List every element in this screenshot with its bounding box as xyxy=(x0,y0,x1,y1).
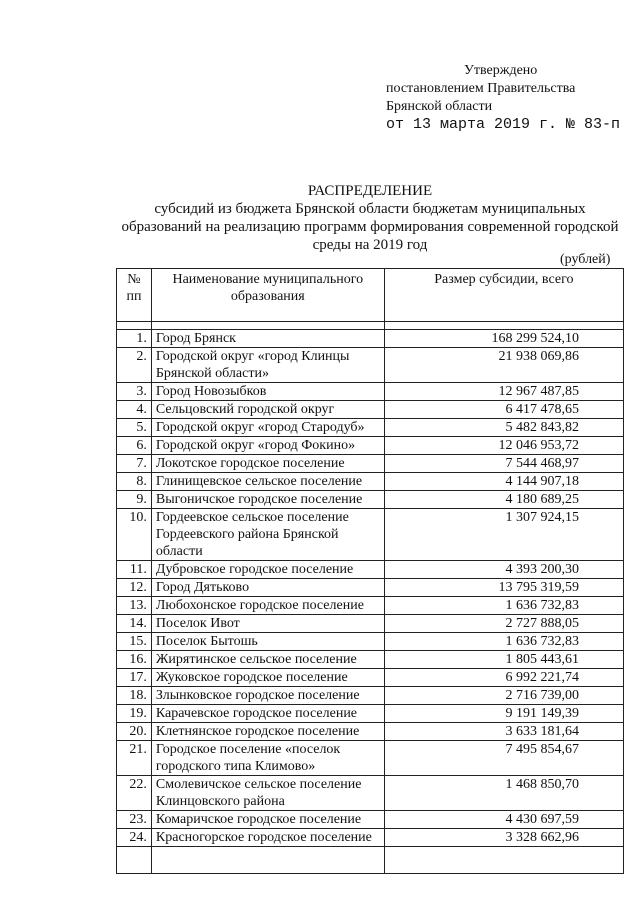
document-heading xyxy=(116,182,624,254)
table-row xyxy=(117,383,624,401)
table-row xyxy=(117,829,624,847)
row-number: 15. xyxy=(117,633,152,651)
row-number: 21. xyxy=(117,741,152,776)
row-subsidy-amount: 4 180 689,25 xyxy=(384,491,623,509)
row-number: 2. xyxy=(117,348,152,383)
row-number: 20. xyxy=(117,723,152,741)
row-number: 10. xyxy=(117,509,152,561)
row-municipality-name: Локотское городское поселение xyxy=(151,455,384,473)
table-row xyxy=(117,348,624,383)
row-municipality-name: Карачевское городское поселение xyxy=(151,705,384,723)
row-subsidy-amount: 4 393 200,30 xyxy=(384,561,623,579)
row-municipality-name: Поселок Ивот xyxy=(151,615,384,633)
row-municipality-name: Городской округ «город Стародуб» xyxy=(151,419,384,437)
row-municipality-name: Клетнянское городское поселение xyxy=(151,723,384,741)
row-number: 6. xyxy=(117,437,152,455)
table-row xyxy=(117,669,624,687)
row-number: 24. xyxy=(117,829,152,847)
table-continuation-row xyxy=(117,847,624,874)
row-subsidy-amount: 12 046 953,72 xyxy=(384,437,623,455)
row-number: 22. xyxy=(117,776,152,811)
table-header-row xyxy=(117,269,624,322)
table-row xyxy=(117,723,624,741)
row-number: 16. xyxy=(117,651,152,669)
table-row xyxy=(117,615,624,633)
table-row xyxy=(117,687,624,705)
approval-line: Брянской области xyxy=(386,99,493,114)
row-subsidy-amount: 9 191 149,39 xyxy=(384,705,623,723)
row-municipality-name: Выгоничское городское поселение xyxy=(151,491,384,509)
row-number: 18. xyxy=(117,687,152,705)
table-row xyxy=(117,633,624,651)
table-row xyxy=(117,651,624,669)
row-subsidy-amount: 6 417 478,65 xyxy=(384,401,623,419)
table-row xyxy=(117,491,624,509)
row-municipality-name: Сельцовский городской округ xyxy=(151,401,384,419)
row-municipality-name: Любохонское городское поселение xyxy=(151,597,384,615)
row-subsidy-amount: 3 328 662,96 xyxy=(384,829,623,847)
row-subsidy-amount: 1 307 924,15 xyxy=(384,509,623,561)
row-number: 9. xyxy=(117,491,152,509)
document-title: РАСПРЕДЕЛЕНИЕ xyxy=(307,183,433,199)
row-subsidy-amount: 1 805 443,61 xyxy=(384,651,623,669)
row-municipality-name: Город Брянск xyxy=(151,330,384,348)
row-number: 23. xyxy=(117,811,152,829)
row-municipality-name: Город Новозыбков xyxy=(151,383,384,401)
row-number: 12. xyxy=(117,579,152,597)
approval-stamp xyxy=(386,62,620,134)
row-number: 4. xyxy=(117,401,152,419)
row-subsidy-amount: 2 727 888,05 xyxy=(384,615,623,633)
table-row xyxy=(117,330,624,348)
row-number: 3. xyxy=(117,383,152,401)
column-header-name: Наименование муниципального образования xyxy=(151,269,384,322)
row-number: 13. xyxy=(117,597,152,615)
row-number: 17. xyxy=(117,669,152,687)
row-number: 14. xyxy=(117,615,152,633)
table-row xyxy=(117,437,624,455)
table-row xyxy=(117,455,624,473)
row-subsidy-amount: 5 482 843,82 xyxy=(384,419,623,437)
row-subsidy-amount: 4 430 697,59 xyxy=(384,811,623,829)
currency-unit: (рублей) xyxy=(560,252,611,267)
approval-line: постановлением Правительства xyxy=(386,81,576,96)
row-number: 11. xyxy=(117,561,152,579)
column-header-amount: Размер субсидии, всего xyxy=(384,269,623,322)
row-subsidy-amount: 1 636 732,83 xyxy=(384,597,623,615)
document-subtitle: субсидий из бюджета Брянской области бюджетам муниципальных образований на реализацию программ формирования современной городской среды на 2019 год xyxy=(121,201,619,253)
row-municipality-name: Городское поселение «поселок городского типа Климово» xyxy=(151,741,384,776)
row-subsidy-amount: 21 938 069,86 xyxy=(384,348,623,383)
row-municipality-name: Дубровское городское поселение xyxy=(151,561,384,579)
row-number: 7. xyxy=(117,455,152,473)
row-municipality-name: Поселок Бытошь xyxy=(151,633,384,651)
column-header-num: № пп xyxy=(117,269,152,322)
table-row xyxy=(117,561,624,579)
row-municipality-name: Жуковское городское поселение xyxy=(151,669,384,687)
table-row xyxy=(117,473,624,491)
row-subsidy-amount: 3 633 181,64 xyxy=(384,723,623,741)
table-spacer-row xyxy=(117,322,624,330)
row-subsidy-amount: 168 299 524,10 xyxy=(384,330,623,348)
row-subsidy-amount: 1 636 732,83 xyxy=(384,633,623,651)
row-municipality-name: Город Дятьково xyxy=(151,579,384,597)
row-number: 5. xyxy=(117,419,152,437)
row-subsidy-amount: 6 992 221,74 xyxy=(384,669,623,687)
row-subsidy-amount: 1 468 850,70 xyxy=(384,776,623,811)
table-row xyxy=(117,579,624,597)
row-subsidy-amount: 12 967 487,85 xyxy=(384,383,623,401)
row-number: 8. xyxy=(117,473,152,491)
row-municipality-name: Городской округ «город Клинцы Брянской области» xyxy=(151,348,384,383)
row-municipality-name: Красногорское городское поселение xyxy=(151,829,384,847)
approval-date-number: от 13 марта 2019 г. № 83-п xyxy=(386,116,621,133)
row-municipality-name: Городской округ «город Фокино» xyxy=(151,437,384,455)
approval-line: Утверждено xyxy=(464,63,538,78)
table-row xyxy=(117,509,624,561)
subsidy-table xyxy=(116,268,624,874)
row-municipality-name: Гордеевское сельское поселение Гордеевского района Брянской области xyxy=(151,509,384,561)
row-subsidy-amount: 4 144 907,18 xyxy=(384,473,623,491)
row-number: 1. xyxy=(117,330,152,348)
row-subsidy-amount: 7 544 468,97 xyxy=(384,455,623,473)
table-row xyxy=(117,705,624,723)
table-row xyxy=(117,811,624,829)
row-subsidy-amount: 7 495 854,67 xyxy=(384,741,623,776)
table-row xyxy=(117,776,624,811)
table-row xyxy=(117,419,624,437)
table-row xyxy=(117,741,624,776)
row-municipality-name: Глинищевское сельское поселение xyxy=(151,473,384,491)
table-row xyxy=(117,401,624,419)
row-municipality-name: Жирятинское сельское поселение xyxy=(151,651,384,669)
row-municipality-name: Комаричское городское поселение xyxy=(151,811,384,829)
row-subsidy-amount: 2 716 739,00 xyxy=(384,687,623,705)
table-row xyxy=(117,597,624,615)
row-municipality-name: Злынковское городское поселение xyxy=(151,687,384,705)
row-subsidy-amount: 13 795 319,59 xyxy=(384,579,623,597)
row-municipality-name: Смолевичское сельское поселение Клинцовского района xyxy=(151,776,384,811)
row-number: 19. xyxy=(117,705,152,723)
